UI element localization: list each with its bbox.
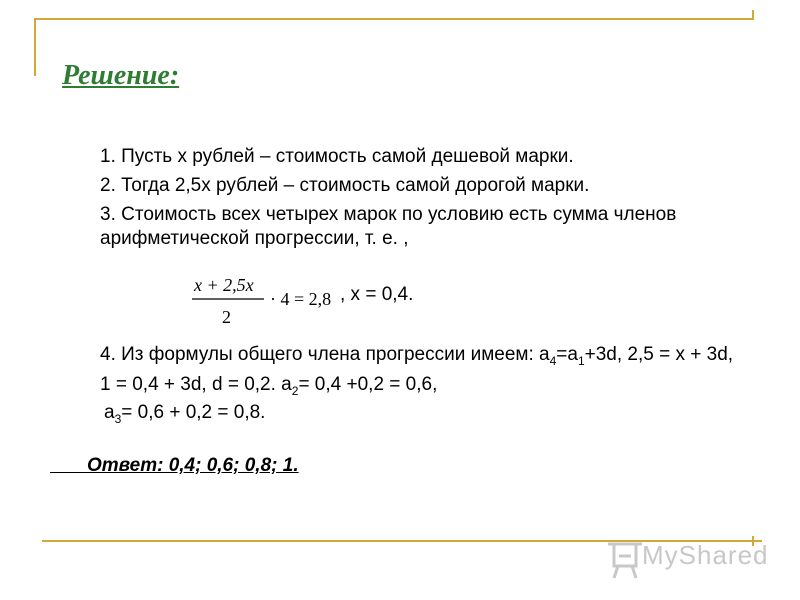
step-4-text-b: =а bbox=[556, 344, 578, 365]
step-4 bbox=[100, 343, 740, 403]
formula-rhs: · 4 = 2,8 bbox=[270, 289, 332, 309]
step-4-sub-1: 1 bbox=[577, 353, 585, 368]
top-right-tick bbox=[752, 10, 754, 20]
sum-formula bbox=[192, 273, 342, 329]
left-accent-line bbox=[34, 18, 36, 76]
answer-line: Ответ: 0,4; 0,6; 0,8; 1. bbox=[50, 455, 299, 476]
logo-text: MyShared bbox=[642, 540, 769, 570]
step-4-sub-2: 2 bbox=[291, 383, 299, 398]
formula-result: , х = 0,4. bbox=[340, 284, 414, 305]
step-1: 1. Пусть х рублей – стоимость самой дешевой марки. bbox=[100, 146, 574, 167]
step-5-text-a: а bbox=[104, 402, 115, 423]
step-4-sub-4: 4 bbox=[549, 353, 557, 368]
presentation-board-icon bbox=[608, 544, 642, 578]
step-2: 2. Тогда 2,5х рублей – стоимость самой дорогой марки. bbox=[100, 175, 590, 196]
step-4-text-a: 4. Из формулы общего члена прогрессии имеем: а bbox=[100, 344, 550, 365]
top-accent-line bbox=[34, 18, 754, 20]
step-5-sub-3: 3 bbox=[114, 411, 122, 426]
step-3: 3. Стоимость всех четырех марок по условию есть сумма членов арифметической прогрессии, т. е. , bbox=[100, 204, 677, 249]
formula-denominator: 2 bbox=[222, 307, 231, 327]
formula-numerator: x + 2,5x bbox=[194, 275, 254, 295]
step-4-continuation bbox=[104, 401, 265, 431]
step-4-text-d: = 0,4 +0,2 = 0,6, bbox=[298, 373, 438, 395]
step-5-text-b: = 0,6 + 0,2 = 0,8. bbox=[121, 402, 266, 423]
step-4-text-c: +3d, 2,5 = х + 3d, 1 = 0,4 + 3d, d = 0,2. а bbox=[100, 344, 734, 395]
slide-title: Решение: bbox=[62, 60, 180, 91]
